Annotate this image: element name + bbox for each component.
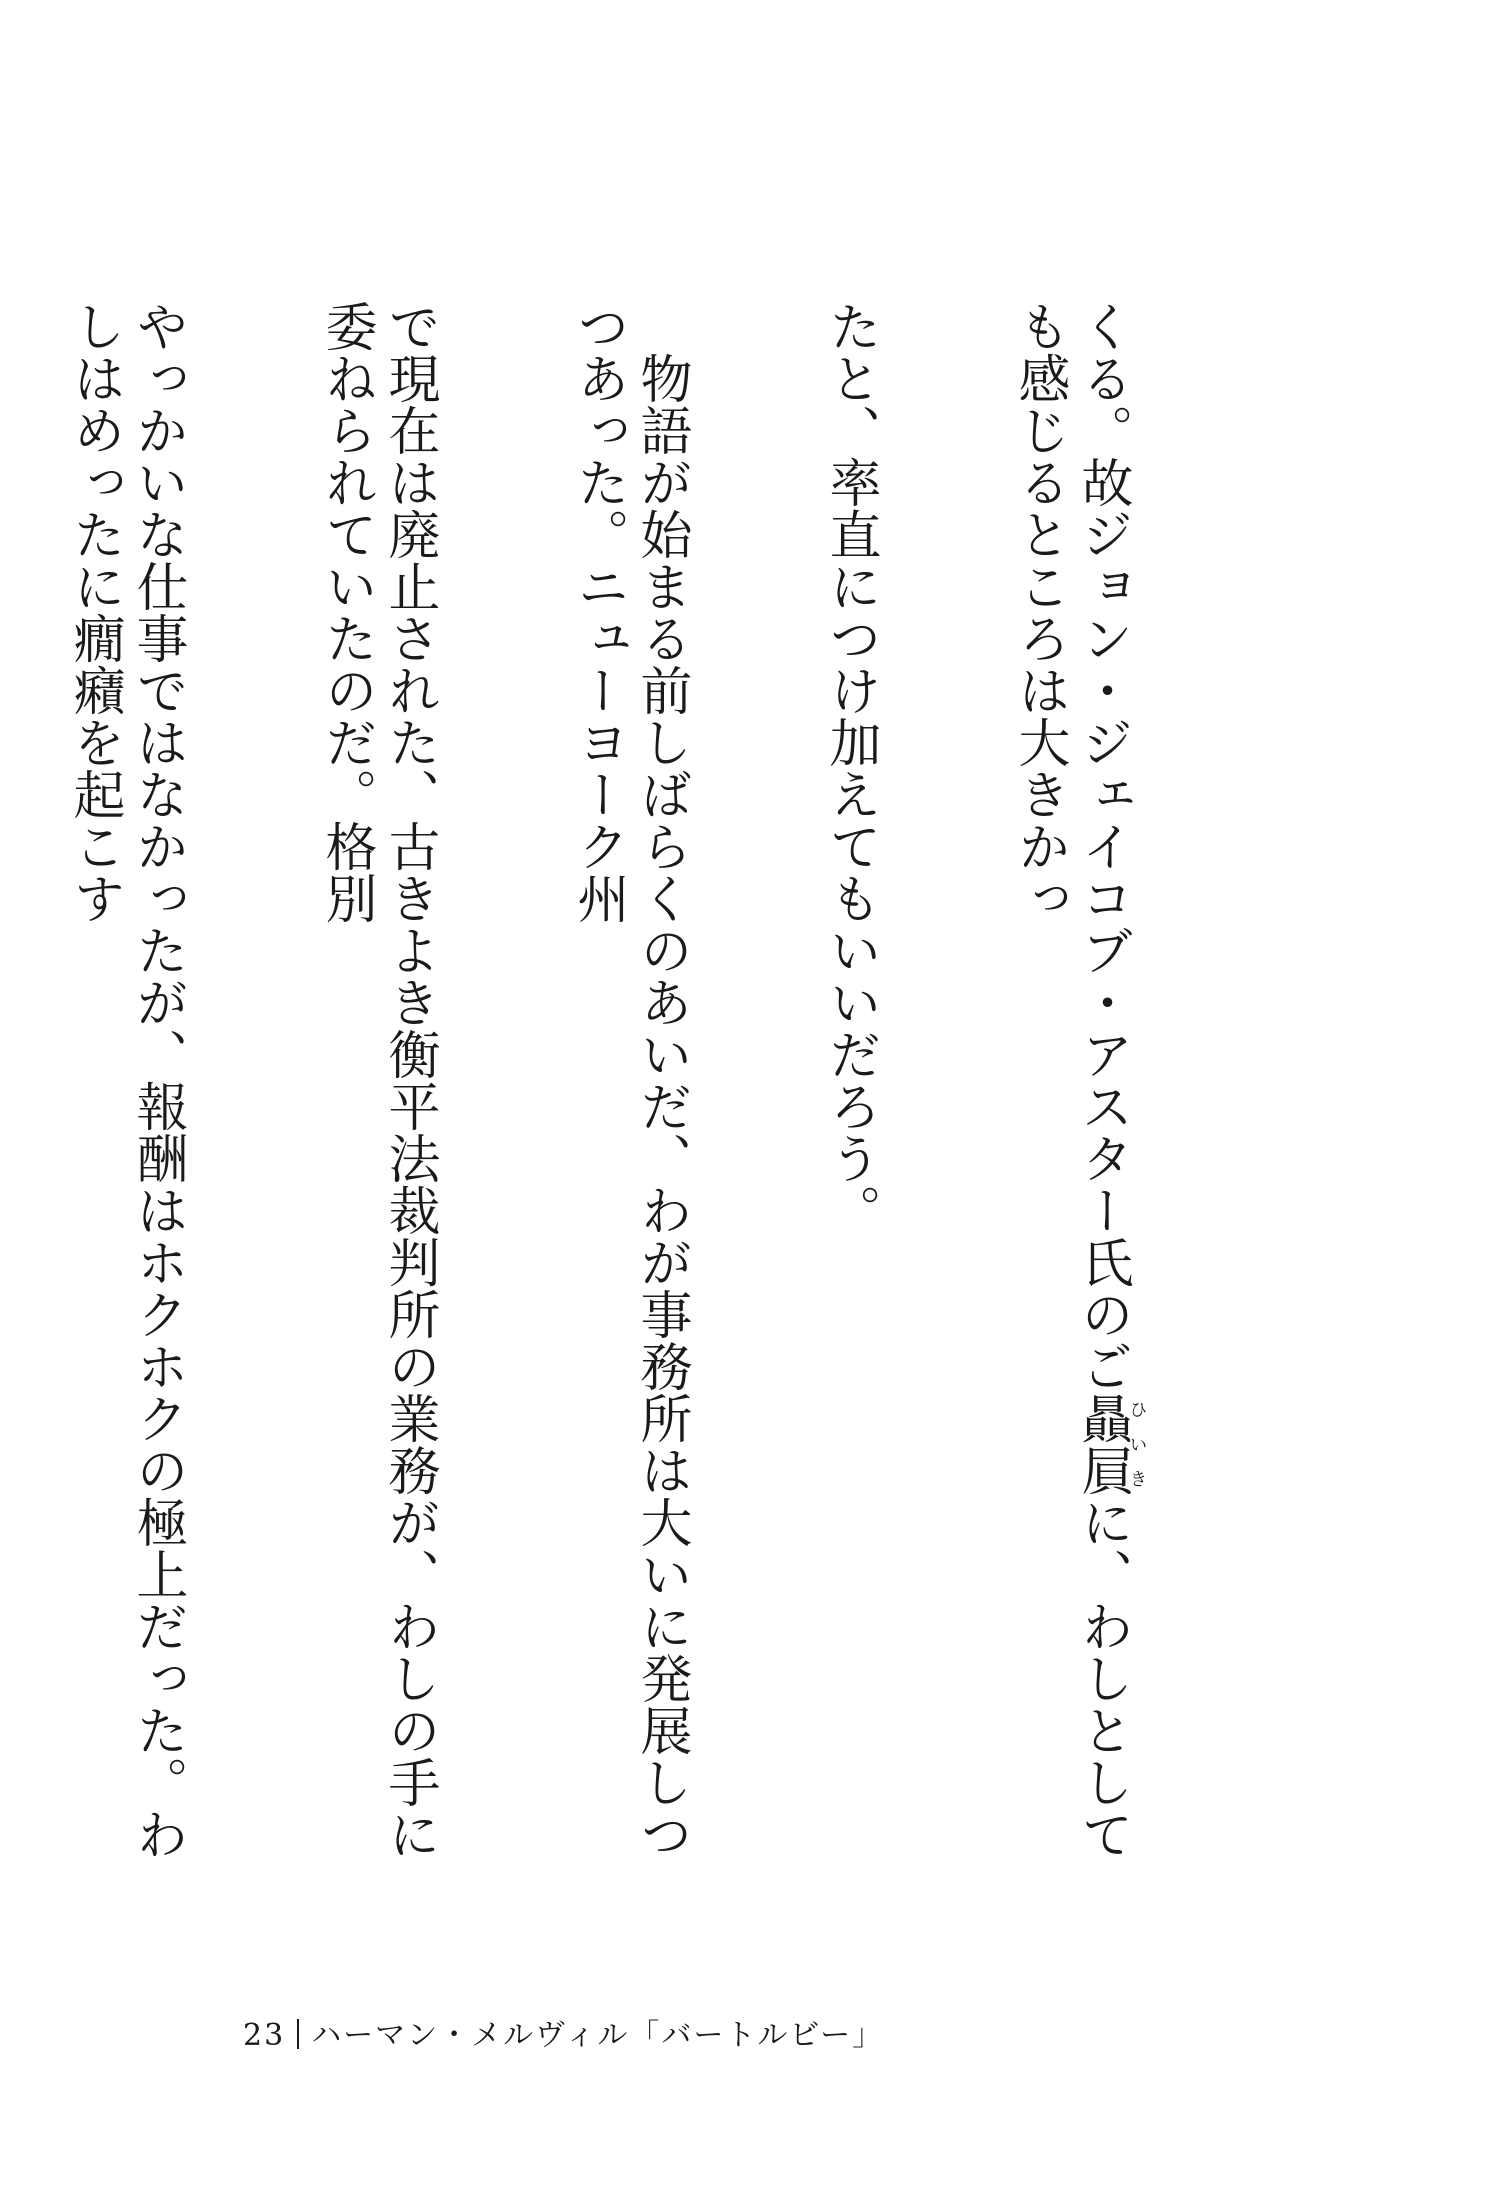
body-text	[0, 300, 1272, 1860]
page-footer	[243, 2010, 884, 2054]
text-line-4: で現在は廃止された、古きよき衡平法裁判所の業務が、わしの手に委ねられていたのだ。格別	[316, 300, 439, 1860]
text-line-1: くる。故ジョン・ジェイコブ・アスター氏のご贔屓ひいきに、わしとしても感じるところは大きかっ	[1009, 300, 1148, 1860]
page-number: 23	[243, 2018, 286, 2053]
ruby-hiiki: 贔屓ひいき	[1072, 1392, 1148, 1496]
text-line-5: やっかいな仕事ではなかったが、報酬はホクホクの極上だった。わしはめったに癇癪を起こす	[64, 300, 187, 1860]
text-line-3: 物語が始まる前しばらくのあいだ、わが事務所は大いに発展しつつあった。ニューヨーク州	[568, 300, 691, 1860]
footer-separator	[297, 2019, 299, 2049]
running-title: ハーマン・メルヴィル「バートルビー」	[311, 2018, 885, 2053]
text-line-2: たと、率直につけ加えてもいいだろう。	[820, 300, 880, 1236]
